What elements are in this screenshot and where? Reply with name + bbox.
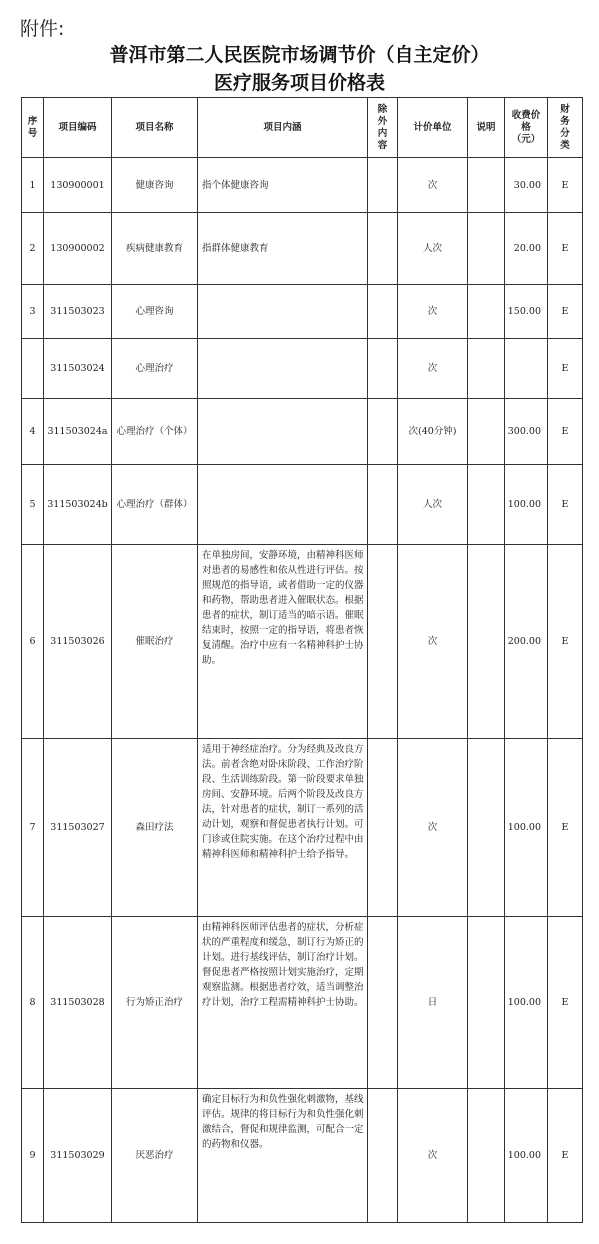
cell-unit: 次: [398, 1089, 468, 1223]
cell-name: 心理治疗（群体）: [112, 465, 198, 545]
cell-excluded: [368, 739, 398, 917]
cell-content: 在单独房间，安静环境，由精神科医师对患者的易感性和依从性进行评估。按照规范的指导语，或者借助一定的仪器和药物，帮助患者进入催眠状态。根据患者的症状，制订适当的暗示语。催眠结束时，按照一定的指导语，将患者恢复清醒。治疗中应有一名精神科护士协助。: [198, 545, 368, 739]
table-row: [22, 339, 583, 399]
cell-unit: 次(40分钟): [398, 399, 468, 465]
cell-category: E: [548, 213, 583, 285]
cell-price: 20.00: [505, 213, 548, 285]
cell-category: E: [548, 739, 583, 917]
cell-content: 适用于神经症治疗。分为经典及改良方法。前者含绝对卧床阶段、工作治疗阶段、生活训练阶段。第一阶段要求单独房间、安静环境。后两个阶段及改良方法，针对患者的症状，制订一系列的活动计划，观察和督促患者执行计划。可门诊或住院实施。在这个治疗过程中由精神科医师和精神科护士给予指导。: [198, 739, 368, 917]
document-title: 普洱市第二人民医院市场调节价（自主定价）: [109, 44, 490, 66]
cell-unit: 人次: [398, 213, 468, 285]
header-excluded: [368, 98, 398, 158]
cell-note: [468, 285, 505, 339]
cell-price: 100.00: [505, 739, 548, 917]
cell-no: 5: [22, 465, 44, 545]
cell-name: 健康咨询: [112, 158, 198, 213]
cell-no: 4: [22, 399, 44, 465]
header-content: 项目内涵: [198, 98, 368, 158]
table-row: [22, 739, 583, 917]
cell-code: 130900001: [44, 158, 112, 213]
cell-code: 311503029: [44, 1089, 112, 1223]
cell-no: 7: [22, 739, 44, 917]
cell-code: 311503024b: [44, 465, 112, 545]
cell-price: 100.00: [505, 465, 548, 545]
cell-category: E: [548, 465, 583, 545]
cell-note: [468, 545, 505, 739]
document-subtitle: 医疗服务项目价格表: [213, 72, 385, 94]
cell-price: [505, 339, 548, 399]
cell-category: E: [548, 545, 583, 739]
cell-category: E: [548, 1089, 583, 1223]
header-unit: 计价单位: [398, 98, 468, 158]
cell-category: E: [548, 917, 583, 1089]
table-row: [22, 917, 583, 1089]
header-note: 说明: [468, 98, 505, 158]
cell-code: 311503023: [44, 285, 112, 339]
cell-excluded: [368, 917, 398, 1089]
cell-no: 2: [22, 213, 44, 285]
cell-content: [198, 285, 368, 339]
cell-name: 行为矫正治疗: [112, 917, 198, 1089]
header-code: 项目编码: [44, 98, 112, 158]
cell-code: 311503024a: [44, 399, 112, 465]
cell-unit: 次: [398, 285, 468, 339]
cell-name: 森田疗法: [112, 739, 198, 917]
cell-code: 311503028: [44, 917, 112, 1089]
cell-price: 200.00: [505, 545, 548, 739]
attachment-label: 附件:: [20, 18, 65, 40]
cell-note: [468, 465, 505, 545]
table-row: [22, 213, 583, 285]
cell-excluded: [368, 465, 398, 545]
cell-unit: 人次: [398, 465, 468, 545]
table-row: [22, 1089, 583, 1223]
header-category-text: 财务分类: [560, 103, 570, 151]
cell-note: [468, 399, 505, 465]
cell-note: [468, 1089, 505, 1223]
cell-unit: 次: [398, 339, 468, 399]
table-row: [22, 545, 583, 739]
cell-no: 9: [22, 1089, 44, 1223]
header-name: 项目名称: [112, 98, 198, 158]
cell-excluded: [368, 158, 398, 213]
cell-note: [468, 158, 505, 213]
cell-price: 100.00: [505, 917, 548, 1089]
cell-category: E: [548, 399, 583, 465]
table-row: [22, 399, 583, 465]
cell-content: 由精神科医师评估患者的症状，分析症状的严重程度和缓急，制订行为矫正的计划。进行基线评估，制订治疗计划。督促患者严格按照计划实施治疗，定期观察监测。根据患者疗效，适当调整治疗计划，治疗工程需精神科护士协助。: [198, 917, 368, 1089]
header-price: [505, 98, 548, 158]
cell-name: 厌恶治疗: [112, 1089, 198, 1223]
cell-name: 催眠治疗: [112, 545, 198, 739]
cell-unit: 日: [398, 917, 468, 1089]
price-table: [21, 97, 583, 1223]
cell-price: 100.00: [505, 1089, 548, 1223]
cell-content: [198, 465, 368, 545]
table-row: [22, 285, 583, 339]
cell-excluded: [368, 545, 398, 739]
header-excluded-text: 除外内容: [377, 103, 388, 151]
cell-name: 心理治疗: [112, 339, 198, 399]
table-header-row: [22, 98, 583, 158]
cell-price: 150.00: [505, 285, 548, 339]
table-row: [22, 158, 583, 213]
cell-excluded: [368, 339, 398, 399]
cell-no: 6: [22, 545, 44, 739]
cell-content: [198, 339, 368, 399]
cell-no: 3: [22, 285, 44, 339]
cell-no: [22, 339, 44, 399]
header-category: [548, 98, 583, 158]
cell-code: 311503026: [44, 545, 112, 739]
cell-no: 8: [22, 917, 44, 1089]
cell-category: E: [548, 285, 583, 339]
cell-unit: 次: [398, 158, 468, 213]
cell-content: 确定目标行为和负性强化刺激物，基线评估。规律的将目标行为和负性强化刺激结合，督促和规律监测，可配合一定的药物和仪器。: [198, 1089, 368, 1223]
cell-excluded: [368, 285, 398, 339]
cell-name: 心理治疗（个体）: [112, 399, 198, 465]
cell-content: [198, 399, 368, 465]
header-no: [22, 98, 44, 158]
table-row: [22, 465, 583, 545]
cell-excluded: [368, 1089, 398, 1223]
header-no-text: 序号: [27, 115, 38, 139]
cell-note: [468, 339, 505, 399]
cell-price: 30.00: [505, 158, 548, 213]
cell-note: [468, 739, 505, 917]
cell-unit: 次: [398, 739, 468, 917]
cell-content: 指群体健康教育: [198, 213, 368, 285]
cell-unit: 次: [398, 545, 468, 739]
cell-category: E: [548, 158, 583, 213]
cell-code: 311503027: [44, 739, 112, 917]
cell-name: 心理咨询: [112, 285, 198, 339]
cell-content: 指个体健康咨询: [198, 158, 368, 213]
cell-category: E: [548, 339, 583, 399]
cell-price: 300.00: [505, 399, 548, 465]
cell-name: 疾病健康教育: [112, 213, 198, 285]
cell-note: [468, 213, 505, 285]
cell-code: 130900002: [44, 213, 112, 285]
cell-excluded: [368, 213, 398, 285]
cell-excluded: [368, 399, 398, 465]
cell-note: [468, 917, 505, 1089]
cell-code: 311503024: [44, 339, 112, 399]
cell-no: 1: [22, 158, 44, 213]
header-price-text: 收费价格（元）: [511, 109, 541, 145]
